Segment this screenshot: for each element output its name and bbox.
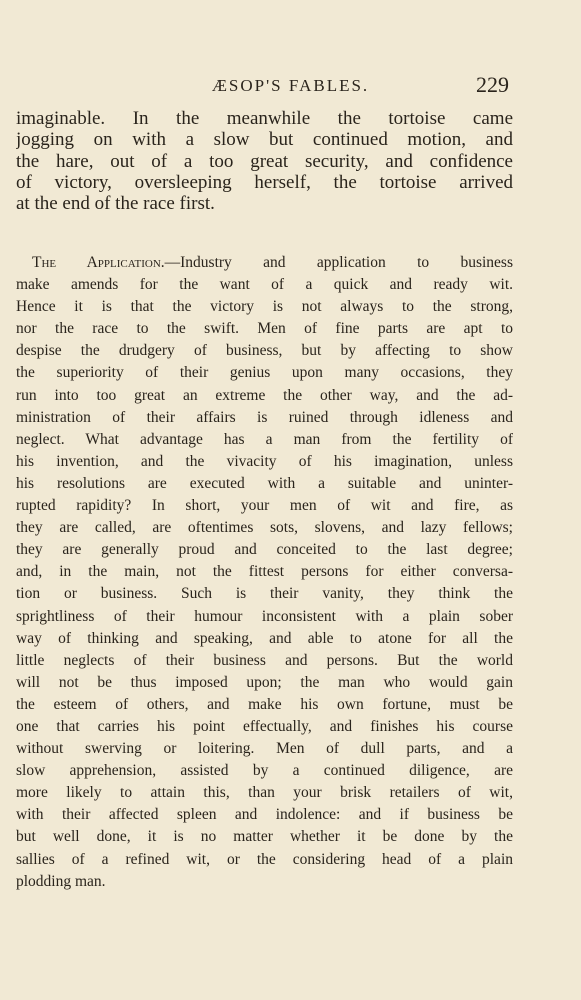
text-line: and, in the main, not the fittest persons for either conversa-	[16, 563, 513, 581]
text-line	[16, 252, 513, 274]
text-line: the esteem of others, and make his own fortune, must be	[16, 695, 513, 713]
text-line: imaginable. In the meanwhile the tortoise came	[16, 108, 513, 129]
text-line: neglect. What advantage has a man from the fertility of	[16, 430, 513, 448]
text-line: the superiority of their genius upon many occasions, they	[16, 364, 513, 382]
text-line: ministration of their affairs is ruined through idleness and	[16, 408, 513, 426]
text-line: will not be thus imposed upon; the man who would gain	[16, 673, 513, 691]
text-line: slow apprehension, assisted by a continued diligence, are	[16, 762, 513, 780]
application-heading: The Application.	[32, 254, 165, 271]
text-line: but well done, it is no matter whether it be done by the	[16, 828, 513, 846]
text-line: tion or business. Such is their vanity, they think the	[16, 585, 513, 603]
text-line: rupted rapidity? In short, your men of wit and fire, as	[16, 497, 513, 515]
text-line: of victory, oversleeping herself, the tortoise arrived	[16, 171, 513, 193]
text-line: more likely to attain this, than your brisk retailers of wit,	[16, 784, 513, 802]
text-line: run into too great an extreme the other way, and the ad-	[16, 386, 513, 404]
text-line: little neglects of their business and persons. But the world	[16, 651, 513, 669]
text-line: his resolutions are executed with a suitable and uninter-	[16, 474, 513, 492]
text-line: they are generally proud and conceited to the last degree;	[16, 541, 513, 559]
text-line: the hare, out of a too great security, and confidence	[16, 150, 513, 172]
page-number: 229	[476, 72, 509, 97]
text-line: Hence it is that the victory is not always to the strong,	[16, 298, 513, 316]
text-line: his invention, and the vivacity of his imagination, unless	[16, 452, 513, 470]
text-line: way of thinking and speaking, and able to atone for all the	[16, 629, 513, 647]
text-line: with their affected spleen and indolence: and if business be	[16, 806, 513, 824]
text-line: one that carries his point effectually, and finishes his course	[16, 717, 513, 735]
text-line: sprightliness of their humour inconsistent with a plain sober	[16, 607, 513, 625]
running-header: ÆSOP'S FABLES.	[211, 76, 370, 95]
text-line: sallies of a refined wit, or the considering head of a plain	[16, 850, 513, 868]
story-paragraph	[16, 108, 513, 214]
text-line: at the end of the race first.	[16, 193, 215, 215]
text-line: jogging on with a slow but continued motion, and	[16, 129, 513, 151]
text-line: make amends for the want of a quick and ready wit.	[16, 276, 513, 294]
text-line: nor the race to the swift. Men of fine parts are apt to	[16, 320, 513, 338]
text-line: despise the drudgery of business, but by affecting to show	[16, 342, 513, 360]
text-line: they are called, are oftentimes sots, slovens, and lazy fellows;	[16, 519, 513, 537]
text-line: without swerving or loitering. Men of dull parts, and a	[16, 740, 513, 758]
text-line: plodding man.	[16, 872, 106, 890]
application-paragraph	[16, 252, 513, 893]
text-line-content: —Industry and application to business	[164, 254, 513, 271]
